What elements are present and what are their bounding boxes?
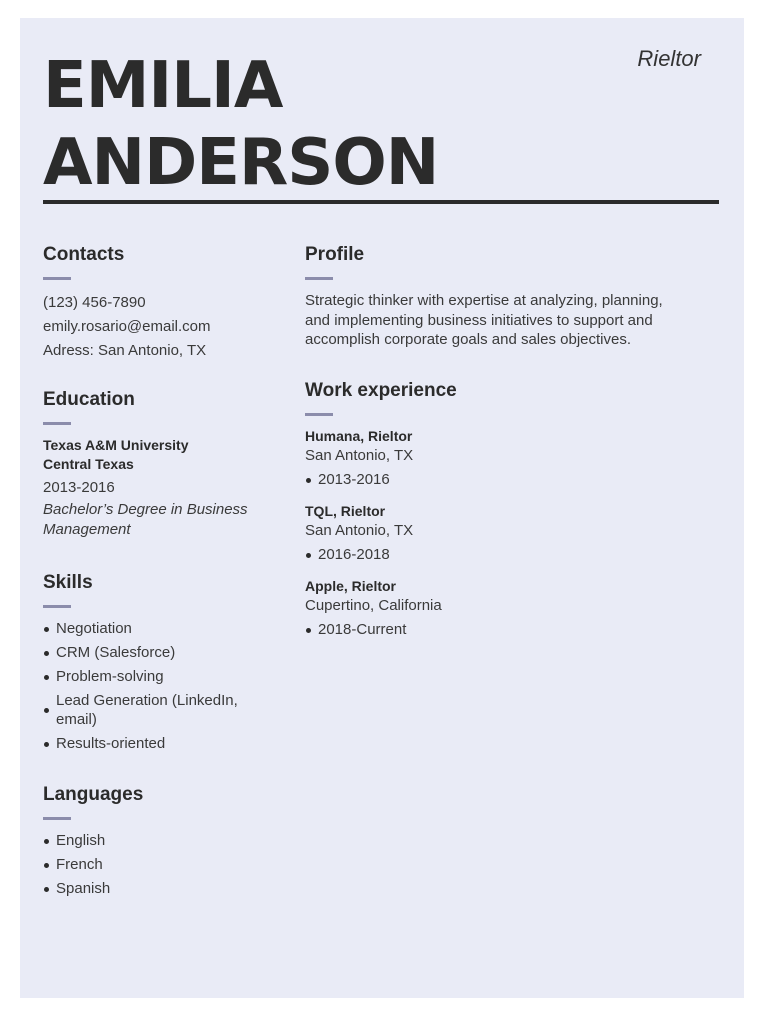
skills-heading: Skills (43, 572, 93, 593)
education-heading: Education (43, 389, 135, 410)
contact-phone: (123) 456-7890 (43, 294, 146, 311)
job-location: Cupertino, California (305, 597, 442, 614)
job-location: San Antonio, TX (305, 447, 414, 464)
language-item: English (43, 831, 263, 850)
languages-section (43, 784, 263, 903)
contact-address: Adress: San Antonio, TX (43, 342, 207, 359)
skill-item: Results-oriented (43, 734, 263, 753)
education-school-line1: Texas A&M University (43, 437, 189, 453)
header-divider (43, 200, 719, 204)
job-entry (305, 577, 685, 639)
profile-text: Strategic thinker with expertise at analyzing, planning, and implementing business initiatives to support and accomplish corporate goals and sales objectives. (305, 292, 663, 348)
candidate-name (43, 48, 438, 202)
skill-item: CRM (Salesforce) (43, 643, 263, 662)
first-name: EMILIA (43, 49, 283, 123)
job-title-company: Humana, Rieltor (305, 428, 413, 444)
job-entry (305, 427, 685, 489)
profile-heading: Profile (305, 244, 365, 265)
skill-item: Problem-solving (43, 667, 263, 686)
contacts-heading: Contacts (43, 244, 125, 265)
resume-page (20, 18, 744, 998)
language-item: French (43, 855, 263, 874)
job-title-company: Apple, Rieltor (305, 578, 397, 594)
skills-section (43, 572, 263, 758)
languages-list (43, 831, 263, 898)
education-school-line2: Central Texas (43, 456, 134, 472)
job-period-list (305, 470, 685, 489)
job-location: San Antonio, TX (305, 522, 414, 539)
skill-item: Lead Generation (LinkedIn, email) (43, 691, 263, 729)
skills-accent-line (43, 605, 71, 608)
job-period: 2013-2016 (305, 470, 685, 489)
contact-email: emily.rosario@email.com (43, 318, 211, 335)
job-period-list (305, 545, 685, 564)
job-period-list (305, 620, 685, 639)
languages-heading: Languages (43, 784, 144, 805)
profile-accent-line (305, 277, 333, 280)
contacts-accent-line (43, 277, 71, 280)
language-item: Spanish (43, 879, 263, 898)
job-period: 2016-2018 (305, 545, 685, 564)
job-entry (305, 502, 685, 564)
work-accent-line (305, 413, 333, 416)
education-years: 2013-2016 (43, 479, 115, 496)
skill-item: Negotiation (43, 619, 263, 638)
work-experience-section (305, 380, 685, 652)
skills-list (43, 619, 263, 753)
contacts-section (43, 244, 263, 363)
job-title-company: TQL, Rieltor (305, 503, 386, 519)
job-period: 2018-Current (305, 620, 685, 639)
job-title: Rieltor (637, 46, 701, 71)
last-name: ANDERSON (43, 126, 439, 200)
education-degree: Bachelor’s Degree in Business Management (43, 501, 248, 538)
education-accent-line (43, 422, 71, 425)
work-experience-heading: Work experience (305, 380, 457, 401)
education-section (43, 389, 263, 539)
languages-accent-line (43, 817, 71, 820)
profile-section (305, 244, 685, 350)
